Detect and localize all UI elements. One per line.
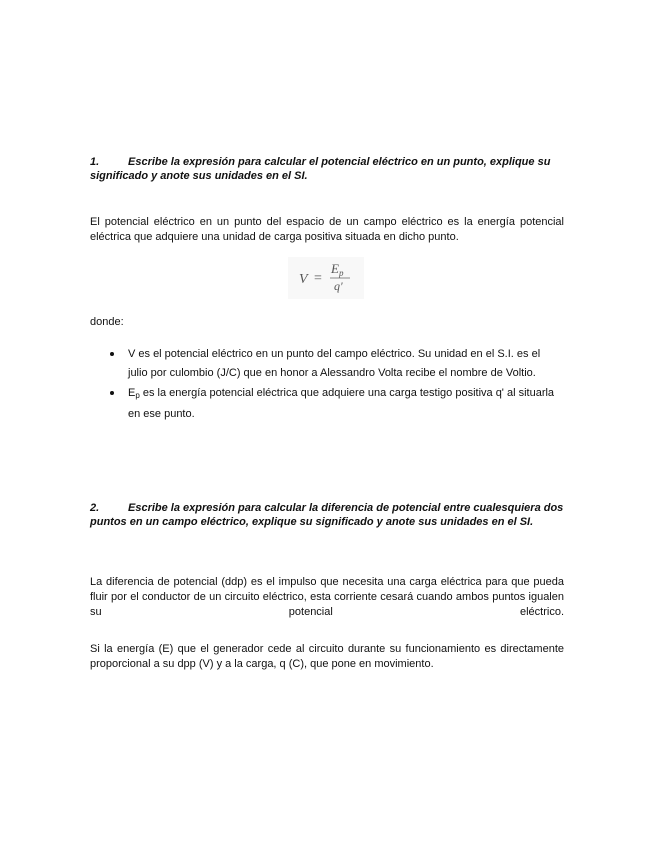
bullet-1-text: V es el potencial eléctrico en un punto del campo eléctrico. Su unidad en el S.I. es el julio por culombio (J/C) que en honor a Alessandro Volta recibe el nombre de Voltio. <box>128 348 541 379</box>
question-2 <box>90 501 565 529</box>
question-1-number: 1. <box>90 156 100 168</box>
potential-formula <box>288 257 364 299</box>
question-2-text: Escribe la expresión para calcular la diferencia de potencial entre cualesquiera dos puntos en un campo eléctrico, explique su significado y anote sus unidades en el SI. <box>90 502 564 528</box>
list-item <box>108 384 560 424</box>
question-1-text: Escribe la expresión para calcular el potencial eléctrico en un punto, explique su significado y anote sus unidades en el SI. <box>90 156 551 182</box>
question-2-number: 2. <box>90 502 100 514</box>
question-1 <box>90 155 565 183</box>
bullet-dot <box>110 352 114 356</box>
formula-numerator: $E_p$ <box>331 261 344 278</box>
paragraph-potential-definition: El potencial eléctrico en un punto del espacio de un campo eléctrico es la energía potencial eléctrica que adquiere una unidad de carga positiva situada en dicho punto. <box>90 216 564 243</box>
definitions-list <box>108 345 560 425</box>
label-donde: donde: <box>90 316 124 328</box>
list-item <box>108 345 560 383</box>
bullet-2-symbol: E <box>128 387 136 399</box>
bullet-dot <box>110 391 114 395</box>
formula-equals: = <box>314 271 322 286</box>
formula-lhs: V <box>299 272 308 287</box>
paragraph-ddp-definition: La diferencia de potencial (ddp) es el impulso que necesita una carga eléctrica para que pueda fluir por el conductor de un circuito eléctrico, esta corriente cesará cuando ambos puntos igualen su potencial eléctrico. <box>90 576 564 618</box>
formula-denominator: q' <box>334 279 343 293</box>
bullet-2-subscript: p <box>135 391 140 400</box>
paragraph-energy: Si la energía (E) que el generador cede al circuito durante su funcionamiento es directamente proporcional a su dpp (V) y a la carga, q (C), que pone en movimiento. <box>90 643 564 670</box>
bullet-2-text: es la energía potencial eléctrica que adquiere una carga testigo positiva q' al situarla en ese punto. <box>128 387 555 420</box>
